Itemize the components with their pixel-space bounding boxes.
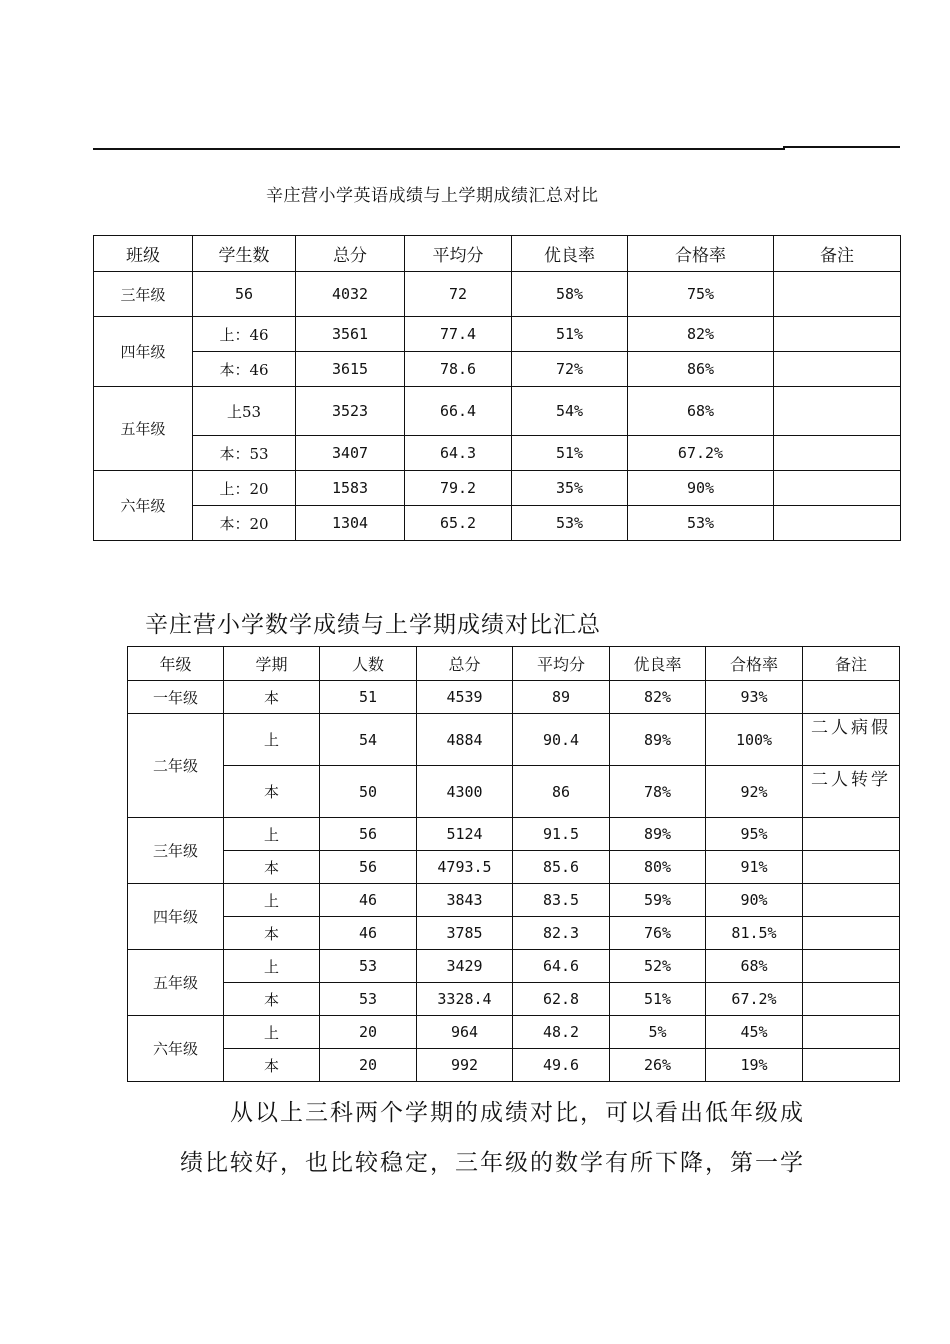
header-cell: 平均分 xyxy=(513,647,610,681)
table-row xyxy=(94,471,901,506)
total-cell: 3407 xyxy=(296,436,405,471)
avg-cell: 64.6 xyxy=(513,950,610,983)
term-cell: 上 xyxy=(224,884,320,917)
term-cell: 本 xyxy=(224,1049,320,1082)
total-cell: 4539 xyxy=(417,681,513,714)
pass-rate-cell: 75% xyxy=(628,272,774,317)
count-cell: 本：20 xyxy=(193,506,296,541)
table-row xyxy=(94,272,901,317)
count-cell: 本：53 xyxy=(193,436,296,471)
avg-cell: 49.6 xyxy=(513,1049,610,1082)
grade-cell: 六年级 xyxy=(128,1016,224,1082)
summary-paragraph-line-1: 从以上三科两个学期的成绩对比，可以看出低年级成 xyxy=(230,1100,805,1126)
avg-cell: 82.3 xyxy=(513,917,610,950)
total-cell: 4793.5 xyxy=(417,851,513,884)
avg-cell: 64.3 xyxy=(405,436,512,471)
header-cell: 合格率 xyxy=(628,236,774,272)
note-cell xyxy=(774,506,901,541)
table-row xyxy=(128,766,900,818)
pass-rate-cell: 93% xyxy=(706,681,803,714)
term-cell: 本 xyxy=(224,917,320,950)
excellent-rate-cell: 54% xyxy=(512,387,628,436)
table-row xyxy=(128,884,900,917)
count-cell: 56 xyxy=(320,818,417,851)
pass-rate-cell: 45% xyxy=(706,1016,803,1049)
grade-cell: 五年级 xyxy=(94,387,193,471)
excellent-rate-cell: 78% xyxy=(610,766,706,818)
count-cell: 53 xyxy=(320,950,417,983)
header-rule-right xyxy=(783,146,900,148)
avg-cell: 48.2 xyxy=(513,1016,610,1049)
total-cell: 1304 xyxy=(296,506,405,541)
note-cell xyxy=(803,917,900,950)
pass-rate-cell: 95% xyxy=(706,818,803,851)
pass-rate-cell: 100% xyxy=(706,714,803,766)
note-cell xyxy=(774,352,901,387)
english-table-title: 辛庄营小学英语成绩与上学期成绩汇总对比 xyxy=(266,186,599,206)
grade-cell: 四年级 xyxy=(94,317,193,387)
count-cell: 56 xyxy=(193,272,296,317)
table-row xyxy=(128,681,900,714)
grade-cell: 六年级 xyxy=(94,471,193,541)
grade-cell: 一年级 xyxy=(128,681,224,714)
note-cell xyxy=(803,884,900,917)
pass-rate-cell: 81.5% xyxy=(706,917,803,950)
total-cell: 3328.4 xyxy=(417,983,513,1016)
excellent-rate-cell: 58% xyxy=(512,272,628,317)
header-cell: 优良率 xyxy=(512,236,628,272)
excellent-rate-cell: 26% xyxy=(610,1049,706,1082)
total-cell: 964 xyxy=(417,1016,513,1049)
excellent-rate-cell: 76% xyxy=(610,917,706,950)
count-cell: 20 xyxy=(320,1049,417,1082)
header-cell: 备注 xyxy=(803,647,900,681)
excellent-rate-cell: 51% xyxy=(610,983,706,1016)
pass-rate-cell: 86% xyxy=(628,352,774,387)
pass-rate-cell: 67.2% xyxy=(628,436,774,471)
total-cell: 5124 xyxy=(417,818,513,851)
pass-rate-cell: 68% xyxy=(628,387,774,436)
term-cell: 上 xyxy=(224,714,320,766)
pass-rate-cell: 68% xyxy=(706,950,803,983)
term-cell: 本 xyxy=(224,681,320,714)
table-row xyxy=(128,818,900,851)
grade-cell: 四年级 xyxy=(128,884,224,950)
pass-rate-cell: 91% xyxy=(706,851,803,884)
total-cell: 4032 xyxy=(296,272,405,317)
excellent-rate-cell: 89% xyxy=(610,818,706,851)
count-cell: 50 xyxy=(320,766,417,818)
excellent-rate-cell: 59% xyxy=(610,884,706,917)
grade-cell: 二年级 xyxy=(128,714,224,818)
excellent-rate-cell: 35% xyxy=(512,471,628,506)
pass-rate-cell: 90% xyxy=(706,884,803,917)
header-cell: 人数 xyxy=(320,647,417,681)
total-cell: 3523 xyxy=(296,387,405,436)
table-header-row xyxy=(128,647,900,681)
avg-cell: 77.4 xyxy=(405,317,512,352)
avg-cell: 83.5 xyxy=(513,884,610,917)
total-cell: 3615 xyxy=(296,352,405,387)
table-row xyxy=(94,506,901,541)
grade-cell: 三年级 xyxy=(94,272,193,317)
term-cell: 上 xyxy=(224,950,320,983)
header-cell: 年级 xyxy=(128,647,224,681)
total-cell: 3785 xyxy=(417,917,513,950)
note-cell xyxy=(774,471,901,506)
term-cell: 上 xyxy=(224,1016,320,1049)
header-cell: 平均分 xyxy=(405,236,512,272)
avg-cell: 89 xyxy=(513,681,610,714)
math-table-title: 辛庄营小学数学成绩与上学期成绩对比汇总 xyxy=(145,612,601,638)
english-score-table xyxy=(93,235,901,541)
header-rule xyxy=(93,148,785,150)
pass-rate-cell: 92% xyxy=(706,766,803,818)
avg-cell: 66.4 xyxy=(405,387,512,436)
note-cell xyxy=(803,983,900,1016)
table-row xyxy=(94,436,901,471)
excellent-rate-cell: 51% xyxy=(512,317,628,352)
table-row xyxy=(128,983,900,1016)
table-row xyxy=(128,1016,900,1049)
count-cell: 54 xyxy=(320,714,417,766)
avg-cell: 72 xyxy=(405,272,512,317)
total-cell: 992 xyxy=(417,1049,513,1082)
total-cell: 3561 xyxy=(296,317,405,352)
avg-cell: 65.2 xyxy=(405,506,512,541)
table-row xyxy=(94,317,901,352)
note-cell xyxy=(803,1016,900,1049)
table-row xyxy=(94,352,901,387)
note-cell: 二人转学 xyxy=(803,766,900,818)
note-cell xyxy=(774,436,901,471)
excellent-rate-cell: 5% xyxy=(610,1016,706,1049)
pass-rate-cell: 90% xyxy=(628,471,774,506)
excellent-rate-cell: 80% xyxy=(610,851,706,884)
avg-cell: 78.6 xyxy=(405,352,512,387)
header-cell: 学期 xyxy=(224,647,320,681)
avg-cell: 79.2 xyxy=(405,471,512,506)
total-cell: 1583 xyxy=(296,471,405,506)
note-cell xyxy=(803,950,900,983)
pass-rate-cell: 82% xyxy=(628,317,774,352)
header-cell: 总分 xyxy=(417,647,513,681)
note-cell xyxy=(774,317,901,352)
header-cell: 学生数 xyxy=(193,236,296,272)
header-cell: 总分 xyxy=(296,236,405,272)
note-cell xyxy=(803,1049,900,1082)
pass-rate-cell: 19% xyxy=(706,1049,803,1082)
term-cell: 上 xyxy=(224,818,320,851)
pass-rate-cell: 67.2% xyxy=(706,983,803,1016)
count-cell: 46 xyxy=(320,917,417,950)
avg-cell: 90.4 xyxy=(513,714,610,766)
math-score-table xyxy=(127,646,900,1082)
count-cell: 56 xyxy=(320,851,417,884)
avg-cell: 86 xyxy=(513,766,610,818)
table-row xyxy=(128,950,900,983)
header-cell: 班级 xyxy=(94,236,193,272)
count-cell: 上：46 xyxy=(193,317,296,352)
term-cell: 本 xyxy=(224,983,320,1016)
note-cell xyxy=(774,272,901,317)
count-cell: 46 xyxy=(320,884,417,917)
count-cell: 53 xyxy=(320,983,417,1016)
avg-cell: 62.8 xyxy=(513,983,610,1016)
avg-cell: 85.6 xyxy=(513,851,610,884)
term-cell: 本 xyxy=(224,851,320,884)
table-row xyxy=(128,851,900,884)
note-cell: 二人病假 xyxy=(803,714,900,766)
summary-paragraph-line-2: 绩比较好，也比较稳定，三年级的数学有所下降，第一学 xyxy=(180,1150,805,1176)
excellent-rate-cell: 52% xyxy=(610,950,706,983)
excellent-rate-cell: 51% xyxy=(512,436,628,471)
count-cell: 上：20 xyxy=(193,471,296,506)
header-cell: 合格率 xyxy=(706,647,803,681)
note-cell xyxy=(803,851,900,884)
excellent-rate-cell: 53% xyxy=(512,506,628,541)
pass-rate-cell: 53% xyxy=(628,506,774,541)
total-cell: 3843 xyxy=(417,884,513,917)
count-cell: 本：46 xyxy=(193,352,296,387)
avg-cell: 91.5 xyxy=(513,818,610,851)
grade-cell: 三年级 xyxy=(128,818,224,884)
excellent-rate-cell: 72% xyxy=(512,352,628,387)
grade-cell: 五年级 xyxy=(128,950,224,1016)
header-cell: 备注 xyxy=(774,236,901,272)
count-cell: 上53 xyxy=(193,387,296,436)
table-row xyxy=(94,387,901,436)
excellent-rate-cell: 82% xyxy=(610,681,706,714)
total-cell: 4300 xyxy=(417,766,513,818)
excellent-rate-cell: 89% xyxy=(610,714,706,766)
table-row xyxy=(128,714,900,766)
term-cell: 本 xyxy=(224,766,320,818)
note-cell xyxy=(803,818,900,851)
table-row xyxy=(128,917,900,950)
count-cell: 51 xyxy=(320,681,417,714)
header-cell: 优良率 xyxy=(610,647,706,681)
table-row xyxy=(128,1049,900,1082)
note-cell xyxy=(803,681,900,714)
table-header-row xyxy=(94,236,901,272)
count-cell: 20 xyxy=(320,1016,417,1049)
total-cell: 3429 xyxy=(417,950,513,983)
total-cell: 4884 xyxy=(417,714,513,766)
note-cell xyxy=(774,387,901,436)
